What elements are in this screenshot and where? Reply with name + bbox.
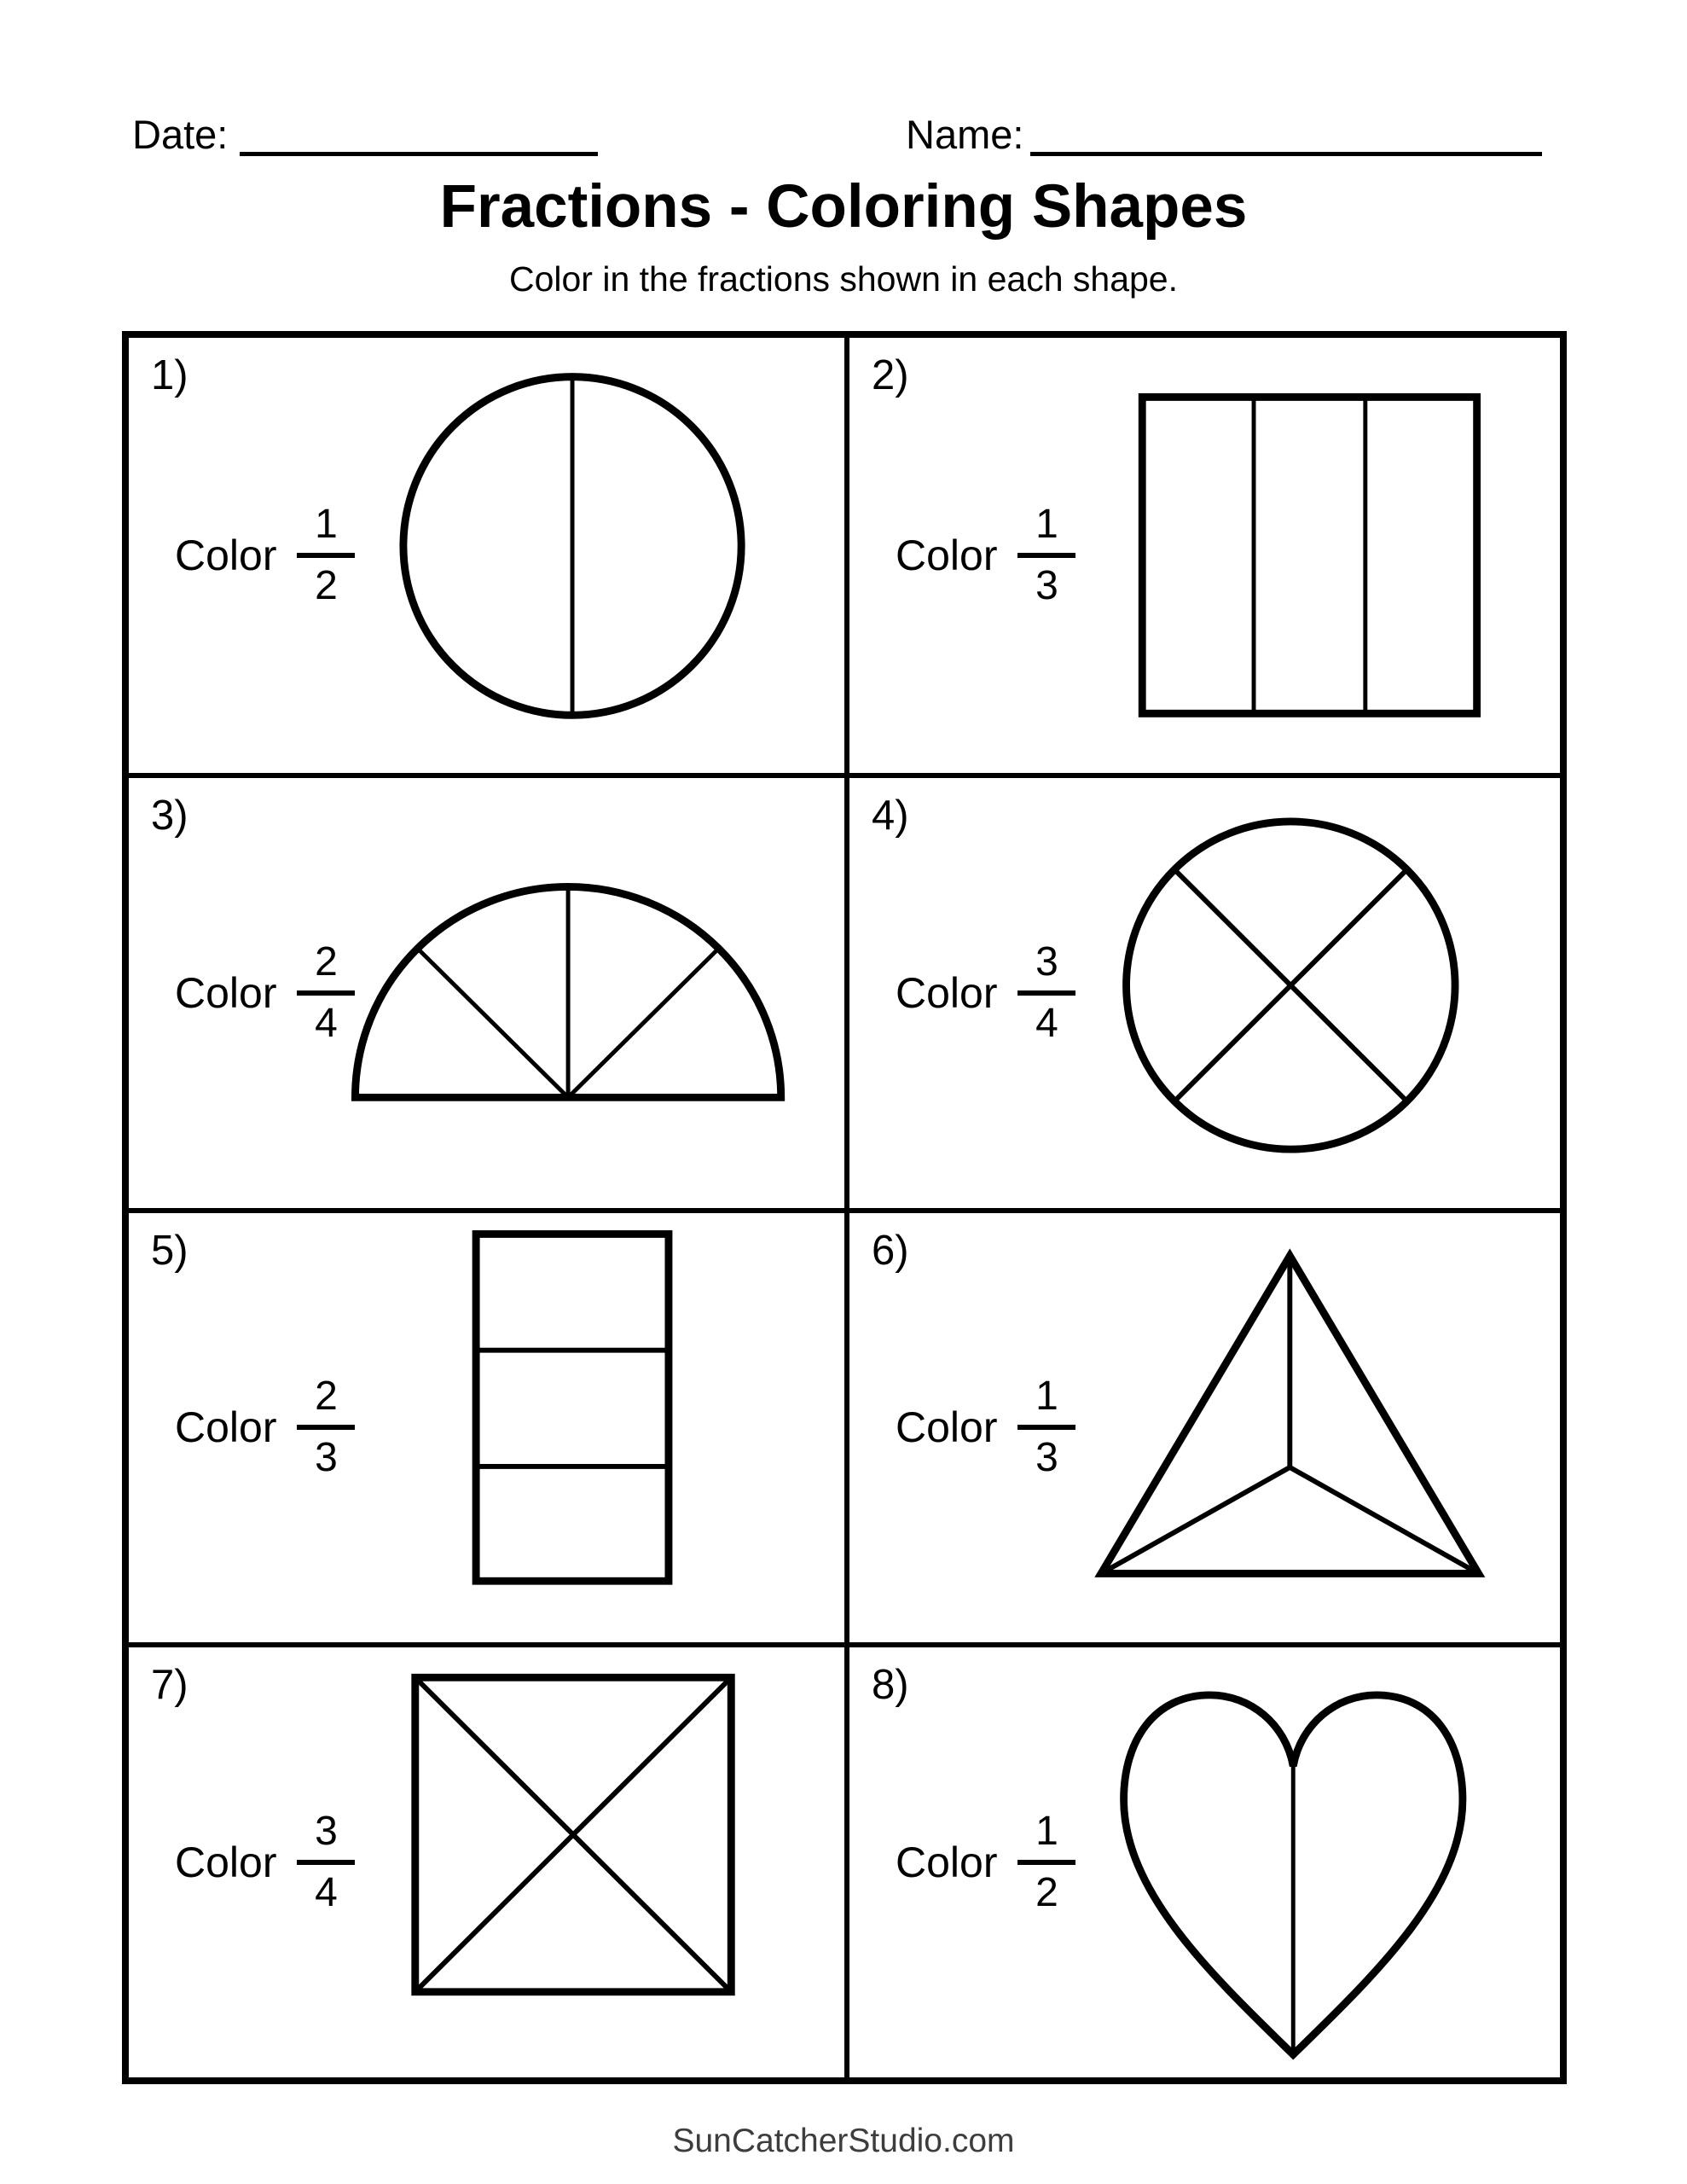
problem-number: 7) bbox=[151, 1662, 188, 1709]
problem-number: 1) bbox=[151, 352, 188, 398]
problem-cell bbox=[844, 1208, 1560, 1643]
problem-number: 4) bbox=[872, 792, 909, 839]
fraction-denominator: 4 bbox=[1035, 1000, 1058, 1046]
problem-prompt bbox=[175, 1811, 355, 1914]
problem-cell bbox=[844, 338, 1560, 773]
fraction bbox=[297, 1374, 355, 1481]
name-label: Name: bbox=[906, 112, 1024, 157]
problem-cell bbox=[844, 1642, 1560, 2077]
page-title: Fractions - Coloring Shapes bbox=[439, 173, 1248, 241]
date-label: Date: bbox=[132, 112, 229, 157]
name-blank-line bbox=[1030, 119, 1542, 156]
problem-prompt bbox=[175, 938, 355, 1046]
problem-cell bbox=[129, 773, 844, 1208]
problem-cell bbox=[129, 1208, 844, 1643]
fraction-denominator: 3 bbox=[1035, 1435, 1058, 1481]
name-field bbox=[906, 114, 1542, 156]
date-field bbox=[132, 114, 598, 156]
page-instructions: Color in the fractions shown in each shape. bbox=[508, 259, 1178, 299]
problem-cell bbox=[129, 338, 844, 773]
color-instruction: Color bbox=[175, 531, 277, 579]
fraction-numerator: 2 bbox=[315, 1374, 338, 1420]
fraction bbox=[1017, 1811, 1075, 1914]
color-instruction: Color bbox=[175, 1838, 277, 1887]
problem-prompt bbox=[175, 1374, 355, 1481]
problem-number: 6) bbox=[872, 1227, 909, 1274]
fraction-denominator: 2 bbox=[315, 562, 338, 608]
fraction bbox=[1017, 501, 1075, 608]
problem-prompt bbox=[896, 501, 1075, 608]
fraction-denominator: 2 bbox=[1035, 1870, 1058, 1916]
color-instruction: Color bbox=[896, 1403, 998, 1452]
fraction-numerator: 1 bbox=[1035, 1809, 1058, 1855]
fraction bbox=[297, 938, 355, 1046]
fraction-numerator: 1 bbox=[1035, 501, 1058, 547]
date-blank-line bbox=[240, 119, 598, 156]
fraction-numerator: 1 bbox=[315, 501, 338, 547]
fraction-numerator: 1 bbox=[1035, 1374, 1058, 1420]
problem-prompt bbox=[896, 938, 1075, 1046]
problem-number: 3) bbox=[151, 792, 188, 839]
fraction-numerator: 3 bbox=[315, 1809, 338, 1855]
problem-prompt bbox=[175, 501, 355, 608]
color-instruction: Color bbox=[896, 531, 998, 579]
fraction-numerator: 3 bbox=[1035, 938, 1058, 985]
fraction-denominator: 3 bbox=[1035, 562, 1058, 608]
problem-cell bbox=[129, 1642, 844, 2077]
fraction bbox=[1017, 1374, 1075, 1481]
fraction bbox=[297, 1811, 355, 1914]
problem-prompt bbox=[896, 1374, 1075, 1481]
color-instruction: Color bbox=[896, 968, 998, 1017]
color-instruction: Color bbox=[175, 968, 277, 1017]
problem-number: 5) bbox=[151, 1227, 188, 1274]
problem-cell bbox=[844, 773, 1560, 1208]
fraction-denominator: 4 bbox=[315, 1000, 338, 1046]
footer-website: SunCatcherStudio.com bbox=[672, 2123, 1015, 2159]
fraction-numerator: 2 bbox=[315, 938, 338, 985]
problem-prompt bbox=[896, 1811, 1075, 1914]
problem-number: 8) bbox=[872, 1662, 909, 1709]
fraction-denominator: 3 bbox=[315, 1435, 338, 1481]
problem-number: 2) bbox=[872, 352, 909, 398]
color-instruction: Color bbox=[896, 1838, 998, 1887]
problems-grid bbox=[122, 331, 1567, 2084]
fraction bbox=[1017, 938, 1075, 1046]
color-instruction: Color bbox=[175, 1403, 277, 1452]
fraction-denominator: 4 bbox=[315, 1870, 338, 1916]
fraction bbox=[297, 501, 355, 608]
